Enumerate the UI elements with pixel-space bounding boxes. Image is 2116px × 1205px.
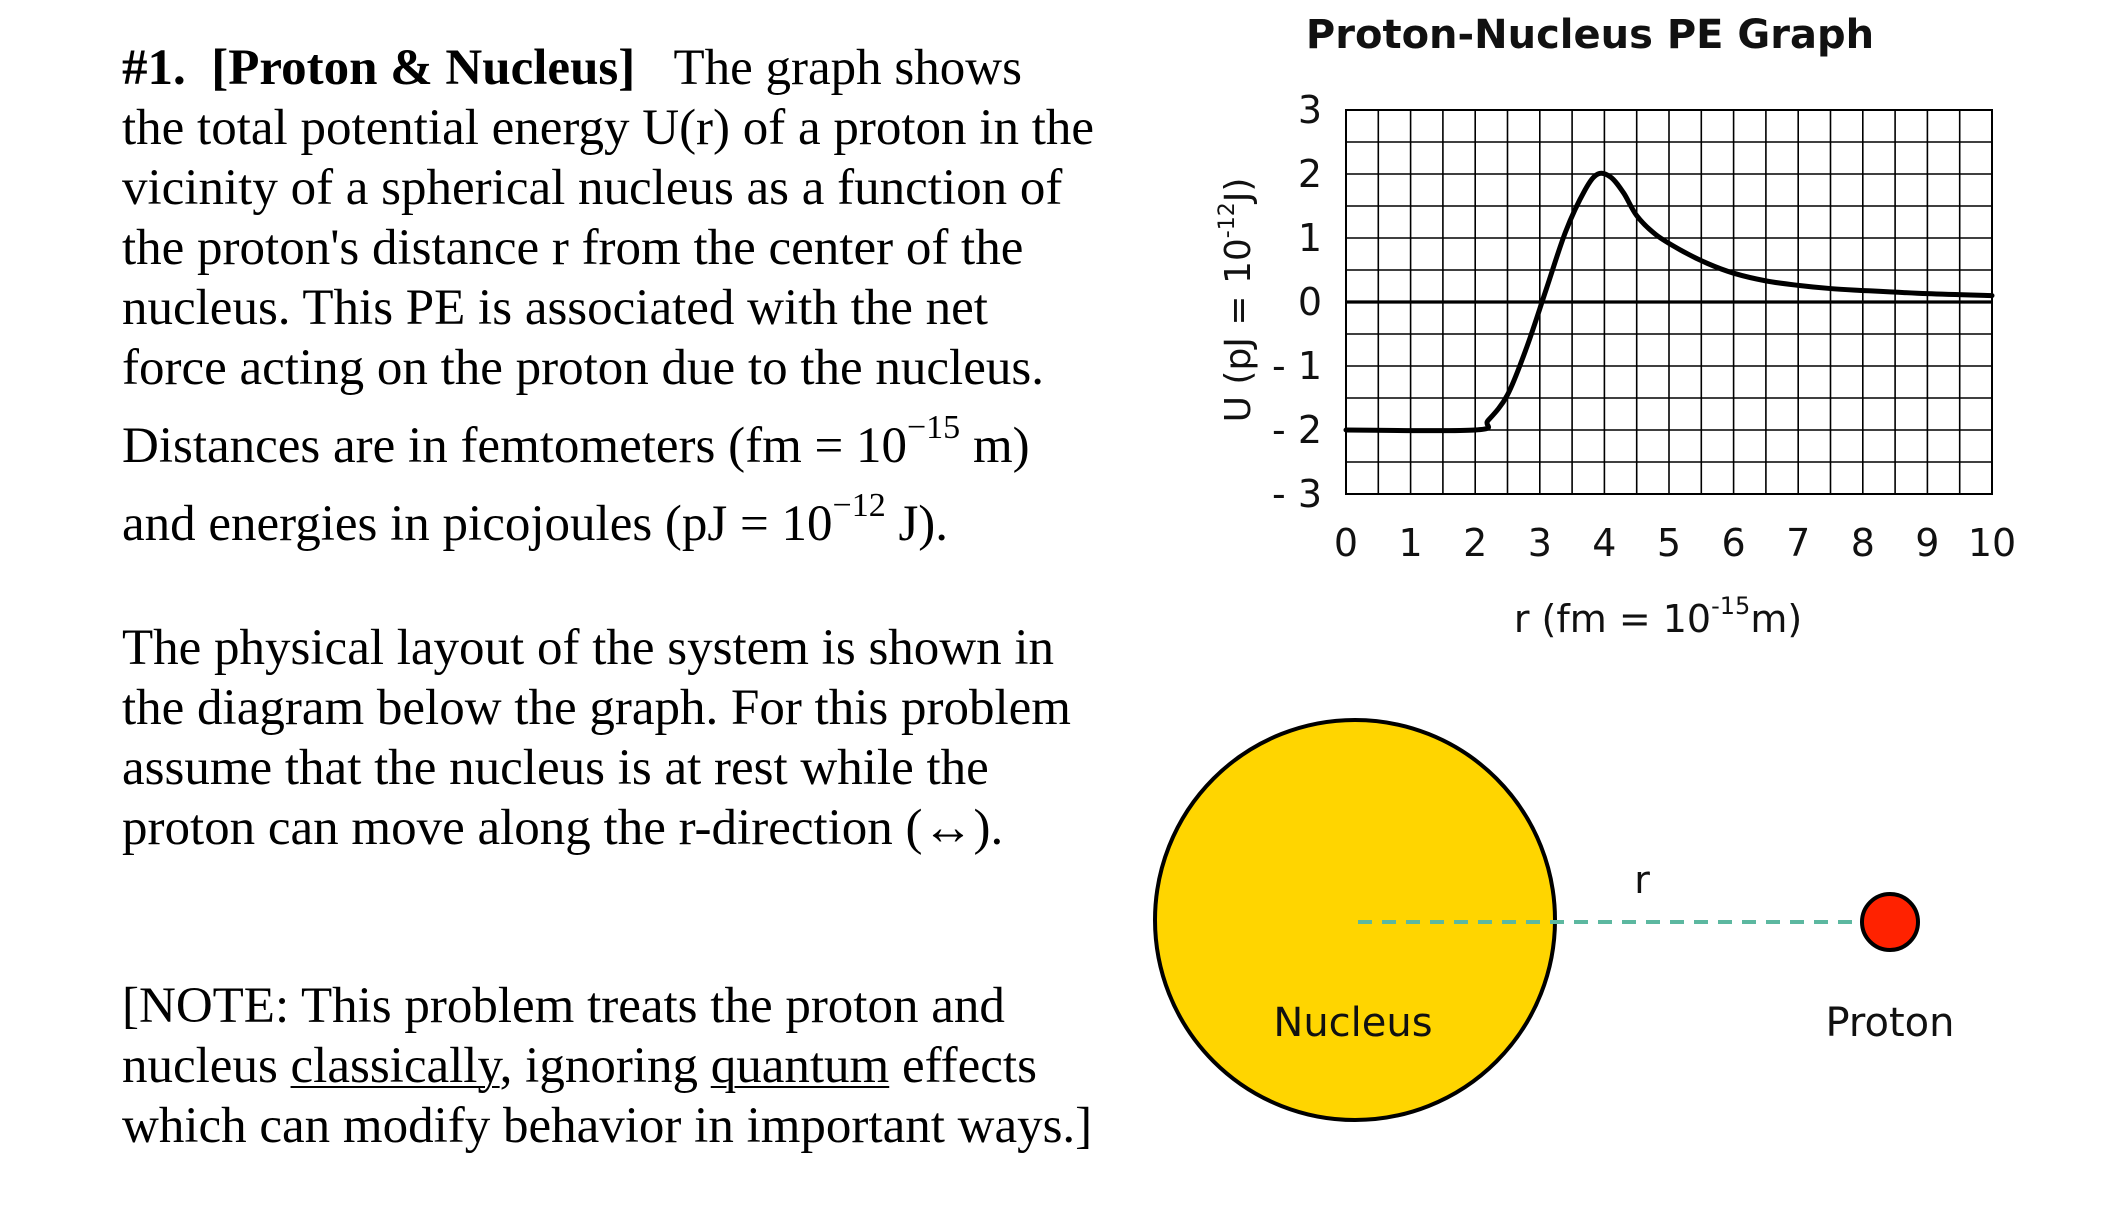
intro-line: nucleus. This PE is associated with the net <box>122 280 988 336</box>
plot-area <box>1272 88 2016 565</box>
layout-line: the diagram below the graph. For this problem <box>122 680 1071 736</box>
layout-line: proton can move along the r-direction (↔). <box>122 800 1004 856</box>
intro-line: force acting on the proton due to the nucleus. <box>122 340 1044 396</box>
y-tick-label: - 3 <box>1272 472 1322 516</box>
x-axis-label: r $(fm = 10^{-15}m)$ <box>1513 592 1803 641</box>
intro-line: The graph shows <box>673 40 1022 96</box>
underlined-quantum: quantum <box>710 1038 890 1094</box>
x-tick-label: 9 <box>1915 521 1940 565</box>
y-tick-label: 3 <box>1297 88 1322 132</box>
y-tick-label: 1 <box>1297 216 1322 260</box>
x-tick-label: 10 <box>1967 521 2017 565</box>
units-energy-line: and energies in picojoules ($pJ = 10^{-12}$ J). <box>122 487 949 552</box>
layout-line: The physical layout of the system is shown in <box>122 620 1055 676</box>
y-tick-label: - 1 <box>1272 344 1322 388</box>
y-tick-label: 2 <box>1297 152 1322 196</box>
x-tick-label: 7 <box>1786 521 1811 565</box>
problem-topic: [Proton & Nucleus] <box>211 40 636 96</box>
y-axis-label: U $(pJ = 10^{-12}J)$ <box>1215 177 1259 423</box>
note-line: [NOTE: This problem treats the proton and <box>122 978 1005 1034</box>
x-tick-label: 3 <box>1527 521 1552 565</box>
underlined-classically: classically <box>290 1038 500 1094</box>
intro-line: the total potential energy U(r) of a proton in the <box>122 100 1095 156</box>
note-line: which can modify behavior in important ways.] <box>122 1098 1093 1154</box>
x-tick-label: 5 <box>1656 521 1682 565</box>
x-tick-label: 8 <box>1850 521 1875 565</box>
layout-line: assume that the nucleus is at rest while the <box>122 740 989 796</box>
nucleus-circle <box>1155 720 1555 1120</box>
problem-text <box>122 38 1122 1156</box>
problem-number: #1. <box>122 40 186 96</box>
chart-title: Proton-Nucleus PE Graph <box>1305 12 1875 58</box>
r-label: r <box>1634 858 1650 902</box>
proton-circle <box>1862 894 1918 950</box>
proton-label: Proton <box>1825 1000 1955 1046</box>
figure-svg <box>1130 0 2116 1205</box>
figure-panel <box>1130 0 2116 1205</box>
x-tick-label: 6 <box>1721 521 1746 565</box>
intro-line: the proton's distance r from the center of the <box>122 220 1024 276</box>
intro-line: vicinity of a spherical nucleus as a function of <box>122 160 1063 216</box>
nucleus-label: Nucleus <box>1273 1000 1433 1046</box>
x-tick-label: 2 <box>1463 521 1488 565</box>
x-tick-label: 1 <box>1398 521 1423 565</box>
note-line: nucleus classically, ignoring quantum effects <box>122 1038 1037 1094</box>
y-tick-label: 0 <box>1297 280 1322 324</box>
x-tick-label: 4 <box>1592 521 1617 565</box>
y-tick-label: - 2 <box>1272 408 1322 452</box>
problem-line <box>122 38 1122 98</box>
x-tick-label: 0 <box>1333 521 1359 565</box>
units-distance-line: Distances are in femtometers ($fm = 10^{-15}$ m) <box>122 409 1030 474</box>
